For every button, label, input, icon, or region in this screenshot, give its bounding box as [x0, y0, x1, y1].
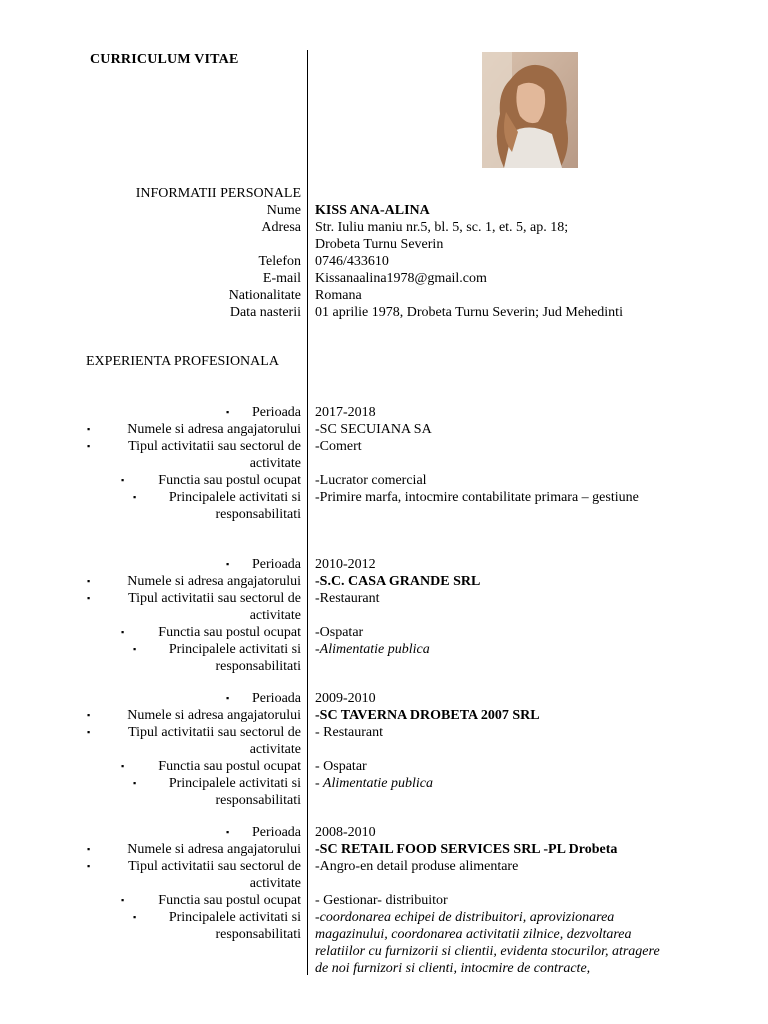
- value-nume: KISS ANA-ALINA: [315, 203, 430, 218]
- label-perioada: Perioada: [252, 691, 301, 706]
- field-row-nume: [0, 202, 768, 219]
- value-tip: -Comert: [315, 439, 362, 454]
- job-row-activitati: [0, 960, 768, 977]
- job-row-activitati-cont: [0, 658, 768, 675]
- job-row-activitati: [0, 943, 768, 960]
- value-activitati: - Alimentatie publica: [315, 776, 433, 791]
- bullet-icon: ▪: [133, 644, 137, 654]
- bullet-icon: ▪: [87, 844, 91, 854]
- label-adresa: Adresa: [261, 220, 301, 235]
- bullet-icon: ▪: [121, 627, 125, 637]
- label-functia: Functia sau postul ocupat: [158, 759, 301, 774]
- label-functia: Functia sau postul ocupat: [158, 893, 301, 908]
- section-title-experience: EXPERIENTA PROFESIONALA: [86, 354, 279, 369]
- value-tip: - Restaurant: [315, 725, 384, 740]
- label-tip-cont: activitate: [249, 608, 301, 623]
- label-email: E-mail: [262, 271, 301, 286]
- job-row-perioada: [0, 556, 768, 573]
- bullet-icon: ▪: [87, 424, 91, 434]
- field-row-email: [0, 270, 768, 287]
- label-perioada: Perioada: [252, 405, 301, 420]
- value-functia: -Ospatar: [315, 625, 364, 640]
- bullet-icon: ▪: [121, 761, 125, 771]
- job-row-tip: [0, 438, 768, 455]
- label-activitati: Principalele activitati si: [168, 776, 301, 791]
- job-row-perioada: [0, 690, 768, 707]
- bullet-icon: ▪: [87, 593, 91, 603]
- job-row-activitati-cont: [0, 506, 768, 523]
- value-functia: -Lucrator comercial: [315, 473, 427, 488]
- field-row-nationalitate: [0, 287, 768, 304]
- label-tip: Tipul activitatii sau sectorul de: [128, 725, 301, 740]
- field-row-adresa: [0, 219, 768, 236]
- job-row-angajator: [0, 573, 768, 590]
- job-row-activitati: [0, 775, 768, 792]
- field-row-adresa-cont: [0, 236, 768, 253]
- value-functia: - Ospatar: [315, 759, 367, 774]
- label-activitati-cont: responsabilitati: [215, 793, 301, 808]
- page-title: CURRICULUM VITAE: [90, 52, 239, 67]
- personal-info-section: [0, 185, 768, 202]
- bullet-icon: ▪: [87, 861, 91, 871]
- job-row-angajator: [0, 841, 768, 858]
- value-perioada: 2008-2010: [315, 825, 376, 840]
- bullet-icon: ▪: [133, 492, 137, 502]
- value-angajator: -SC SECUIANA SA: [315, 422, 432, 437]
- value-angajator: -S.C. CASA GRANDE SRL: [315, 574, 481, 589]
- bullet-icon: ▪: [226, 407, 230, 417]
- label-activitati: Principalele activitati si: [168, 490, 301, 505]
- bullet-icon: ▪: [133, 912, 137, 922]
- bullet-icon: ▪: [121, 475, 125, 485]
- section-title-personal: INFORMATII PERSONALE: [135, 186, 301, 201]
- label-functia: Functia sau postul ocupat: [158, 625, 301, 640]
- label-tip: Tipul activitatii sau sectorul de: [128, 859, 301, 874]
- job-row-functia: [0, 472, 768, 489]
- job-row-activitati: [0, 926, 768, 943]
- value-data-nasterii: 01 aprilie 1978, Drobeta Turnu Severin; Jud Mehedinti: [315, 305, 623, 320]
- job-row-tip: [0, 858, 768, 875]
- value-tip: -Angro-en detail produse alimentare: [315, 859, 519, 874]
- job-row-tip-cont: [0, 875, 768, 892]
- label-activitati-cont: responsabilitati: [215, 507, 301, 522]
- label-angajator: Numele si adresa angajatorului: [127, 708, 301, 723]
- value-activitati: de noi furnizori si clienti, intocmire de contracte,: [315, 961, 591, 976]
- label-tip-cont: activitate: [249, 742, 301, 757]
- label-tip: Tipul activitatii sau sectorul de: [128, 439, 301, 454]
- label-nationalitate: Nationalitate: [228, 288, 301, 303]
- job-row-tip-cont: [0, 741, 768, 758]
- label-activitati-cont: responsabilitati: [215, 927, 301, 942]
- label-activitati: Principalele activitati si: [168, 910, 301, 925]
- label-angajator: Numele si adresa angajatorului: [127, 422, 301, 437]
- job-row-tip: [0, 590, 768, 607]
- value-perioada: 2009-2010: [315, 691, 376, 706]
- bullet-icon: ▪: [87, 576, 91, 586]
- value-adresa-line1: Str. Iuliu maniu nr.5, bl. 5, sc. 1, et. 5, ap. 18;: [315, 220, 569, 235]
- label-tip: Tipul activitatii sau sectorul de: [128, 591, 301, 606]
- job-row-functia: [0, 758, 768, 775]
- job-row-angajator: [0, 421, 768, 438]
- value-activitati: -coordonarea echipei de distribuitori, aprovizionarea: [315, 910, 615, 925]
- job-row-perioada: [0, 404, 768, 421]
- job-row-functia: [0, 624, 768, 641]
- value-telefon: 0746/433610: [315, 254, 389, 269]
- job-row-angajator: [0, 707, 768, 724]
- label-perioada: Perioada: [252, 825, 301, 840]
- value-perioada: 2017-2018: [315, 405, 376, 420]
- value-activitati: relatiilor cu furnizorii si clientii, evidenta stocurilor, atragere: [315, 944, 660, 959]
- value-activitati: -Primire marfa, intocmire contabilitate primara – gestiune: [315, 490, 639, 505]
- profile-photo: [482, 52, 578, 168]
- bullet-icon: ▪: [226, 827, 230, 837]
- label-functia: Functia sau postul ocupat: [158, 473, 301, 488]
- label-angajator: Numele si adresa angajatorului: [127, 842, 301, 857]
- label-data-nasterii: Data nasterii: [229, 305, 301, 320]
- bullet-icon: ▪: [226, 559, 230, 569]
- value-angajator: -SC TAVERNA DROBETA 2007 SRL: [315, 708, 540, 723]
- bullet-icon: ▪: [226, 693, 230, 703]
- value-activitati: -Alimentatie publica: [315, 642, 430, 657]
- value-adresa-line2: Drobeta Turnu Severin: [315, 237, 444, 252]
- label-tip-cont: activitate: [249, 876, 301, 891]
- label-telefon: Telefon: [258, 254, 301, 269]
- value-activitati: magazinului, coordonarea activitatii zilnice, dezvoltarea: [315, 927, 632, 942]
- job-row-activitati: [0, 909, 768, 926]
- value-angajator: -SC RETAIL FOOD SERVICES SRL -PL Drobeta: [315, 842, 618, 857]
- value-email: Kissanaalina1978@gmail.com: [315, 271, 487, 286]
- job-row-perioada: [0, 824, 768, 841]
- field-row-telefon: [0, 253, 768, 270]
- value-functia: - Gestionar- distribuitor: [315, 893, 448, 908]
- job-row-activitati-cont: [0, 792, 768, 809]
- job-row-tip-cont: [0, 455, 768, 472]
- field-row-data-nasterii: [0, 304, 768, 321]
- job-row-activitati: [0, 641, 768, 658]
- bullet-icon: ▪: [87, 710, 91, 720]
- label-activitati: Principalele activitati si: [168, 642, 301, 657]
- label-perioada: Perioada: [252, 557, 301, 572]
- label-angajator: Numele si adresa angajatorului: [127, 574, 301, 589]
- value-tip: -Restaurant: [315, 591, 380, 606]
- bullet-icon: ▪: [121, 895, 125, 905]
- label-tip-cont: activitate: [249, 456, 301, 471]
- job-row-activitati: [0, 489, 768, 506]
- value-nationalitate: Romana: [315, 288, 362, 303]
- bullet-icon: ▪: [87, 727, 91, 737]
- bullet-icon: ▪: [133, 778, 137, 788]
- value-perioada: 2010-2012: [315, 557, 376, 572]
- bullet-icon: ▪: [87, 441, 91, 451]
- job-row-functia: [0, 892, 768, 909]
- job-row-tip: [0, 724, 768, 741]
- label-nume: Nume: [266, 203, 301, 218]
- label-activitati-cont: responsabilitati: [215, 659, 301, 674]
- job-row-tip-cont: [0, 607, 768, 624]
